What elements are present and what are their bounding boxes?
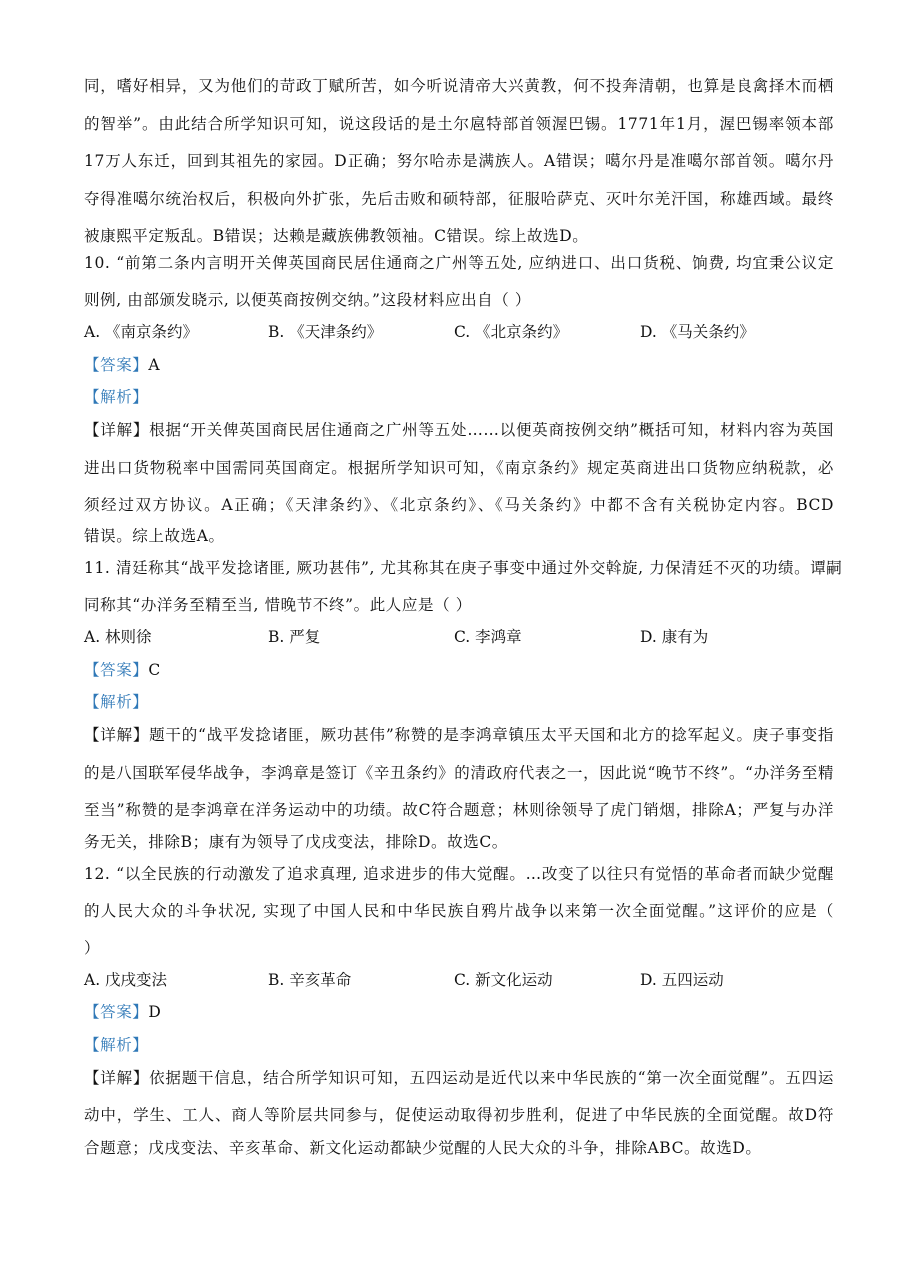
q10-answer (84, 355, 834, 375)
q9-text-line: 被康熙平定叛乱。B错误；达赖是藏族佛教领袖。C错误。综上故选D。 (84, 227, 589, 245)
q11-detail-line: 至当”称赞的是李鸿章在洋务运动中的功绩。故C符合题意；林则徐领导了虎门销烟，排除A；严复与办洋 (84, 801, 834, 819)
detail-tag: 【详解】 (84, 1069, 150, 1087)
detail-text: 根据“开关俾英国商民居住通商之广州等五处……以便英商按例交纳”概括可知，材料内容为英国 (149, 421, 834, 439)
q12-detail-line (84, 1068, 834, 1088)
q12-detail-line: 动中，学生、工人、商人等阶层共同参与，促使运动取得初步胜利，促进了中华民族的全面觉醒。故D符 (84, 1106, 834, 1124)
q10-option-c: C. 《北京条约》 (454, 323, 569, 341)
q12-stem: ） (84, 939, 101, 957)
q10-stem: 则例, 由部颁发晓示, 以便英商按例交纳。”这段材料应出自（ ） (84, 291, 532, 309)
answer-value: A (148, 356, 161, 374)
detail-tag: 【详解】 (84, 726, 150, 744)
q9-text-line: 同，嗜好相异，又为他们的苛政丁赋所苦，如今听说清帝大兴黄教，何不投奔清朝，也算是良禽择木而栖 (84, 77, 834, 95)
q11-detail-line: 的是八国联军侵华战争，李鸿章是签订《辛丑条约》的清政府代表之一，因此说“晚节不终”。“办洋务至精 (84, 764, 835, 782)
q12-detail-line: 合题意；戊戌变法、辛亥革命、新文化运动都缺少觉醒的人民大众的斗争，排除ABC。故选D。 (84, 1139, 762, 1157)
q12-stem: 的人民大众的斗争状况, 实现了中国人民和中华民族自鸦片战争以来第一次全面觉醒。”这评价的应是（ (84, 902, 834, 920)
q11-analysis-tag: 【解析】 (84, 693, 149, 711)
q11-option-a: A. 林则徐 (84, 628, 152, 646)
answer-tag: 【答案】 (84, 356, 149, 374)
answer-value: D (148, 1003, 162, 1021)
q10-stem: 10. “前第二条内言明开关俾英国商民居住通商之广州等五处, 应纳进口、出口货税、饷费, 均宜秉公议定 (84, 254, 834, 272)
q11-option-d: D. 康有为 (640, 628, 709, 646)
q12-option-c: C. 新文化运动 (454, 971, 553, 989)
detail-text: 依据题干信息，结合所学知识可知，五四运动是近代以来中华民族的“第一次全面觉醒”。五四运 (149, 1069, 834, 1087)
q10-detail-line: 错误。综上故选A。 (84, 527, 225, 545)
q12-option-b: B. 辛亥革命 (268, 971, 352, 989)
q12-analysis-tag: 【解析】 (84, 1036, 149, 1054)
q9-text-line: 夺得准噶尔统治权后，积极向外扩张，先后击败和硕特部，征服哈萨克、灭叶尔羌汗国，称雄西域。最终 (84, 190, 834, 208)
q12-stem: 12. “以全民族的行动激发了追求真理, 追求进步的伟大觉醒。…改变了以往只有觉悟的革命者而缺少觉醒 (84, 865, 834, 883)
q9-text-line: 的智举”。由此结合所学知识可知，说这段话的是土尔扈特部首领渥巴锡。1771年1月，渥巴锡率领本部 (84, 115, 834, 133)
answer-value: C (148, 661, 161, 679)
q11-detail-line: 务无关，排除B；康有为领导了戊戌变法，排除D。故选C。 (84, 833, 508, 851)
q10-detail-line (84, 420, 834, 440)
q10-detail-line: 进出口货物税率中国需同英国商定。根据所学知识可知，《南京条约》规定英商进出口货物应纳税款，必 (84, 459, 834, 477)
answer-tag: 【答案】 (84, 661, 149, 679)
detail-tag: 【详解】 (84, 421, 150, 439)
q9-text-line: 17万人东迁，回到其祖先的家园。D正确；努尔哈赤是满族人。A错误；噶尔丹是准噶尔部首领。噶尔丹 (84, 152, 834, 170)
q11-answer (84, 660, 834, 680)
q11-detail-line (84, 725, 834, 745)
q11-stem: 11. 清廷称其“战平发捻诸匪, 厥功甚伟”, 尤其称其在庚子事变中通过外交斡旋, 力保清廷不灭的功绩。谭嗣 (84, 559, 843, 577)
detail-text: 题干的“战平发捻诸匪，厥功甚伟”称赞的是李鸿章镇压太平天国和北方的捻军起义。庚子事变指 (149, 726, 834, 744)
answer-tag: 【答案】 (84, 1003, 149, 1021)
q11-option-b: B. 严复 (268, 628, 321, 646)
q10-detail-line: 须经过双方协议。A正确；《天津条约》、《北京条约》、《马关条约》中都不含有关税协定内容。BCD (84, 496, 834, 514)
q11-option-c: C. 李鸿章 (454, 628, 522, 646)
q11-stem: 同称其“办洋务至精至当, 惜晚节不终”。此人应是（ ） (84, 596, 472, 614)
q10-option-d: D. 《马关条约》 (640, 323, 755, 341)
q10-option-a: A. 《南京条约》 (84, 323, 199, 341)
q12-answer (84, 1002, 834, 1022)
q12-option-a: A. 戊戌变法 (84, 971, 168, 989)
q10-analysis-tag: 【解析】 (84, 388, 149, 406)
q10-option-b: B. 《天津条约》 (268, 323, 383, 341)
q12-option-d: D. 五四运动 (640, 971, 724, 989)
